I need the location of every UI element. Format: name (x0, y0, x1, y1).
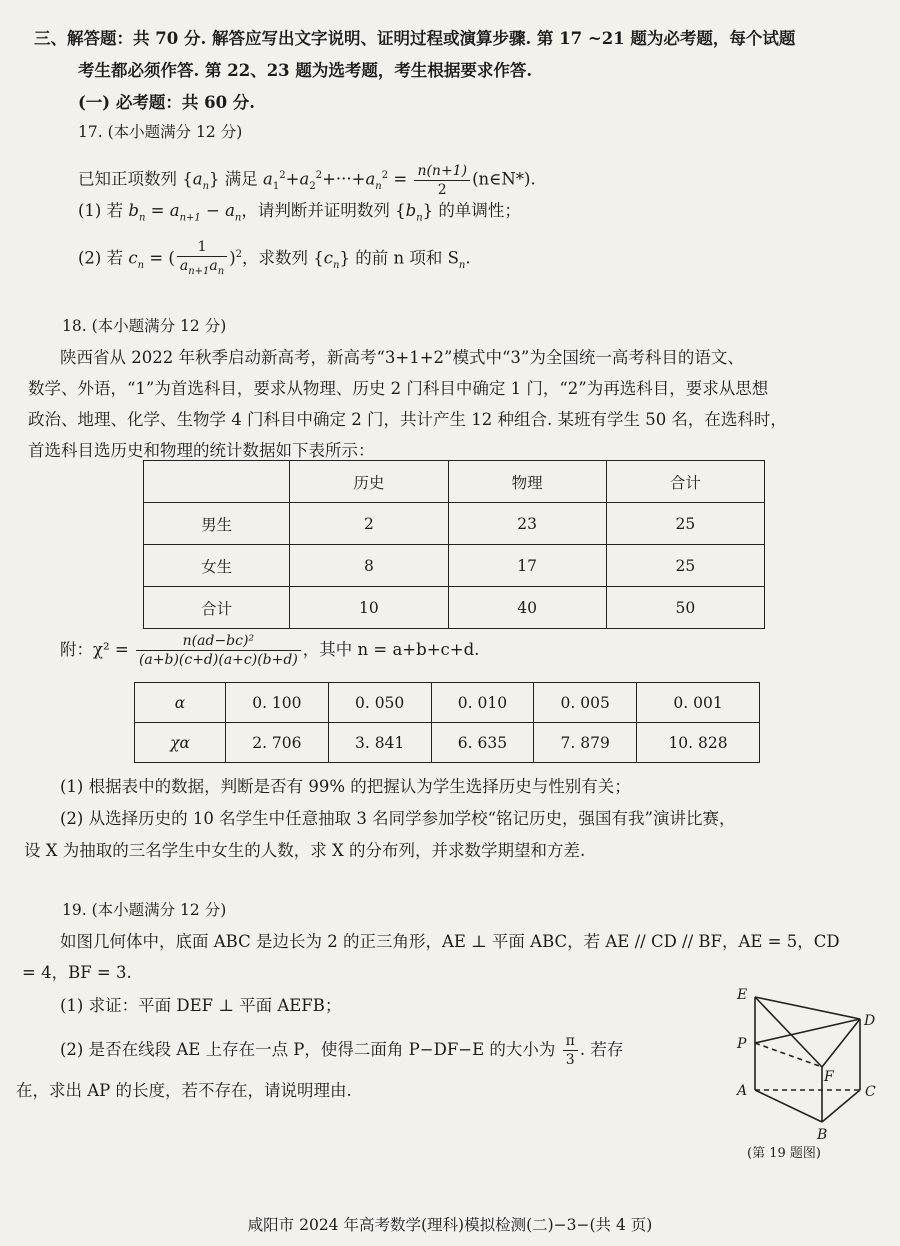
alpha-label: α (135, 683, 226, 723)
section-header-line2: 考生都必须作答. 第 22、23 题为选考题，考生根据要求作答. (78, 61, 533, 80)
table-cell: 23 (448, 503, 606, 545)
edge-AB (755, 1090, 822, 1122)
label-B: B (817, 1127, 828, 1143)
alpha-table (134, 682, 760, 763)
chi-row (135, 723, 760, 763)
alpha-cell: 0. 050 (328, 683, 431, 723)
table-cell: 17 (448, 545, 606, 587)
formula-num: n(ad−bc)² (136, 632, 301, 651)
q17-part2: (2) 若 $c_n$ = ( $\frac{1}{a_{n+1}a_n}$ )$^2$，求数列 $\{c_n\}$ 的前 n 项和 $S_n$. (78, 234, 471, 287)
table-row (144, 503, 765, 545)
table-cell: 合计 (144, 587, 290, 629)
table-row (144, 545, 765, 587)
page-footer: 咸阳市 2024 年高考数学(理科)模拟检测(二)−3−(共 4 页) (247, 1216, 653, 1234)
q19-line2: = 4，BF = 3. (22, 963, 132, 982)
edge-PF-hidden (755, 1043, 822, 1067)
q18-line1: 陕西省从 2022 年秋季启动新高考，新高考“3+1+2”模式中“3”为全国统一高考科目的语文、 (60, 348, 744, 367)
formula-fraction (136, 632, 301, 669)
table-header-cell (144, 461, 290, 503)
q17-intro-tail: (n∈N*). (472, 169, 536, 189)
q19-part2-line2: 在，求出 AP 的长度，若不存在，请说明理由. (16, 1081, 352, 1100)
geometry-figure (725, 985, 895, 1165)
q18-part1: (1) 根据表中的数据，判断是否有 99% 的把握认为学生选择历史与性别有关； (60, 777, 631, 796)
q18-line2: 数学、外语，“1”为首选科目，要求从物理、历史 2 门科目中确定 1 门，“2”为再选科目，要求从思想 (28, 379, 769, 398)
q17-intro: 已知正项数列 $\{a_n\}$ 满足 $a_1^2+a_2^2+\cdot\cdot\cdot+a_n^2$ = $\frac{n(n+1)}{2}$ (n∈N*). (78, 162, 536, 198)
q17-p2-d: . (465, 248, 471, 268)
table-header-cell: 历史 (290, 461, 448, 503)
table-cell: 男生 (144, 503, 290, 545)
alpha-cell: 0. 005 (534, 683, 637, 723)
q17-fraction (414, 162, 470, 199)
table-cell: 10 (290, 587, 448, 629)
table-cell: 2 (290, 503, 448, 545)
q17-p1-b: ，请判断并证明数列 { (241, 201, 406, 220)
label-E: E (737, 987, 748, 1003)
chi-cell: 2. 706 (226, 723, 329, 763)
q17-title: 17. (本小题满分 12 分) (78, 123, 243, 141)
edge-ED (755, 997, 860, 1019)
label-D: D (864, 1013, 876, 1029)
alpha-cell: 0. 100 (226, 683, 329, 723)
formula-prefix: 附：χ² = (60, 640, 129, 659)
table-row (144, 587, 765, 629)
chi-cell: 3. 841 (328, 723, 431, 763)
table-cell: 25 (606, 503, 764, 545)
q17-p2-b: ，求数列 { (242, 248, 324, 268)
q19-line1: 如图几何体中，底面 ABC 是边长为 2 的正三角形，AE ⊥ 平面 ABC，若 AE // CD // BF，AE = 5，CD (60, 932, 840, 951)
alpha-cell: 0. 010 (431, 683, 534, 723)
q17-frac-num: n(n+1) (414, 162, 470, 181)
table-cell: 8 (290, 545, 448, 587)
chi-cell: 7. 879 (534, 723, 637, 763)
table-cell: 50 (606, 587, 764, 629)
q19-part1: (1) 求证：平面 DEF ⊥ 平面 AEFB； (60, 996, 342, 1015)
q17-p1-c: } 的单调性； (422, 201, 521, 220)
chi-cell: 10. 828 (637, 723, 760, 763)
table-header-cell: 物理 (448, 461, 606, 503)
selection-table (143, 460, 765, 629)
table-header-cell: 合计 (606, 461, 764, 503)
alpha-row (135, 683, 760, 723)
section-header-line1: 三、解答题：共 70 分. 解答应写出文字说明、证明过程或演算步骤. 第 17 ~21 题为必考题，每个试题 (34, 29, 796, 48)
q19-p2-a: (2) 是否在线段 AE 上存在一点 P，使得二面角 P−DF−E 的大小为 (60, 1040, 556, 1059)
formula-suffix: ，其中 n = a+b+c+d. (302, 640, 480, 659)
table-cell: 25 (606, 545, 764, 587)
edge-BC (822, 1090, 860, 1122)
q19-title: 19. (本小题满分 12 分) (62, 901, 227, 919)
selection-table-header (144, 461, 765, 503)
q17-p2-c: } 的前 n 项和 S (339, 248, 459, 268)
alpha-cell: 0. 001 (637, 683, 760, 723)
q19-p2-b: . 若存 (579, 1040, 624, 1059)
label-F: F (824, 1069, 834, 1085)
q19-frac-num: π (563, 1032, 578, 1051)
table-cell: 40 (448, 587, 606, 629)
q17-p2-fraction: $\frac{1}{a_{n+1}a_n}$ (177, 238, 227, 281)
chi-cell: 6. 635 (431, 723, 534, 763)
section-subheader: (一) 必考题：共 60 分. (78, 93, 256, 112)
q19-part2-line1 (60, 1030, 623, 1070)
q19-frac-den: 3 (565, 1052, 575, 1068)
edge-EF (755, 997, 822, 1067)
q18-title: 18. (本小题满分 12 分) (62, 317, 227, 335)
label-C: C (865, 1084, 876, 1100)
label-P: P (737, 1036, 747, 1052)
q17-intro-a: 已知正项数列 { (78, 169, 193, 189)
q18-part2-line1: (2) 从选择历史的 10 名学生中任意抽取 3 名同学参加学校“铭记历史，强国有我”演讲比赛， (60, 809, 736, 828)
q17-frac-den: 2 (437, 181, 447, 198)
label-A: A (737, 1083, 748, 1099)
q19-p2-fraction (563, 1032, 578, 1069)
chi-square-formula (60, 628, 479, 672)
formula-den: (a+b)(c+d)(a+c)(b+d) (138, 652, 298, 668)
q17-p2-a: (2) 若 (78, 248, 124, 268)
q18-line3: 政治、地理、化学、生物学 4 门科目中确定 2 门，共计产生 12 种组合. 某班有学生 50 名，在选科时， (28, 410, 787, 429)
q18-part2-line2: 设 X 为抽取的三名学生中女生的人数，求 X 的分布列，并求数学期望和方差. (24, 841, 586, 860)
table-cell: 女生 (144, 545, 290, 587)
q17-p1-a: (1) 若 (78, 201, 124, 220)
q18-line4: 首选科目选历史和物理的统计数据如下表所示： (28, 441, 375, 460)
q17-intro-b: } 满足 (209, 169, 258, 189)
figure-caption: (第 19 题图) (747, 1146, 821, 1161)
chi-label: χα (135, 723, 226, 763)
q17-part1: (1) 若 $b_n = a_{n+1} - a_n$，请判断并证明数列 $\{b_n\}$ 的单调性； (78, 201, 521, 224)
